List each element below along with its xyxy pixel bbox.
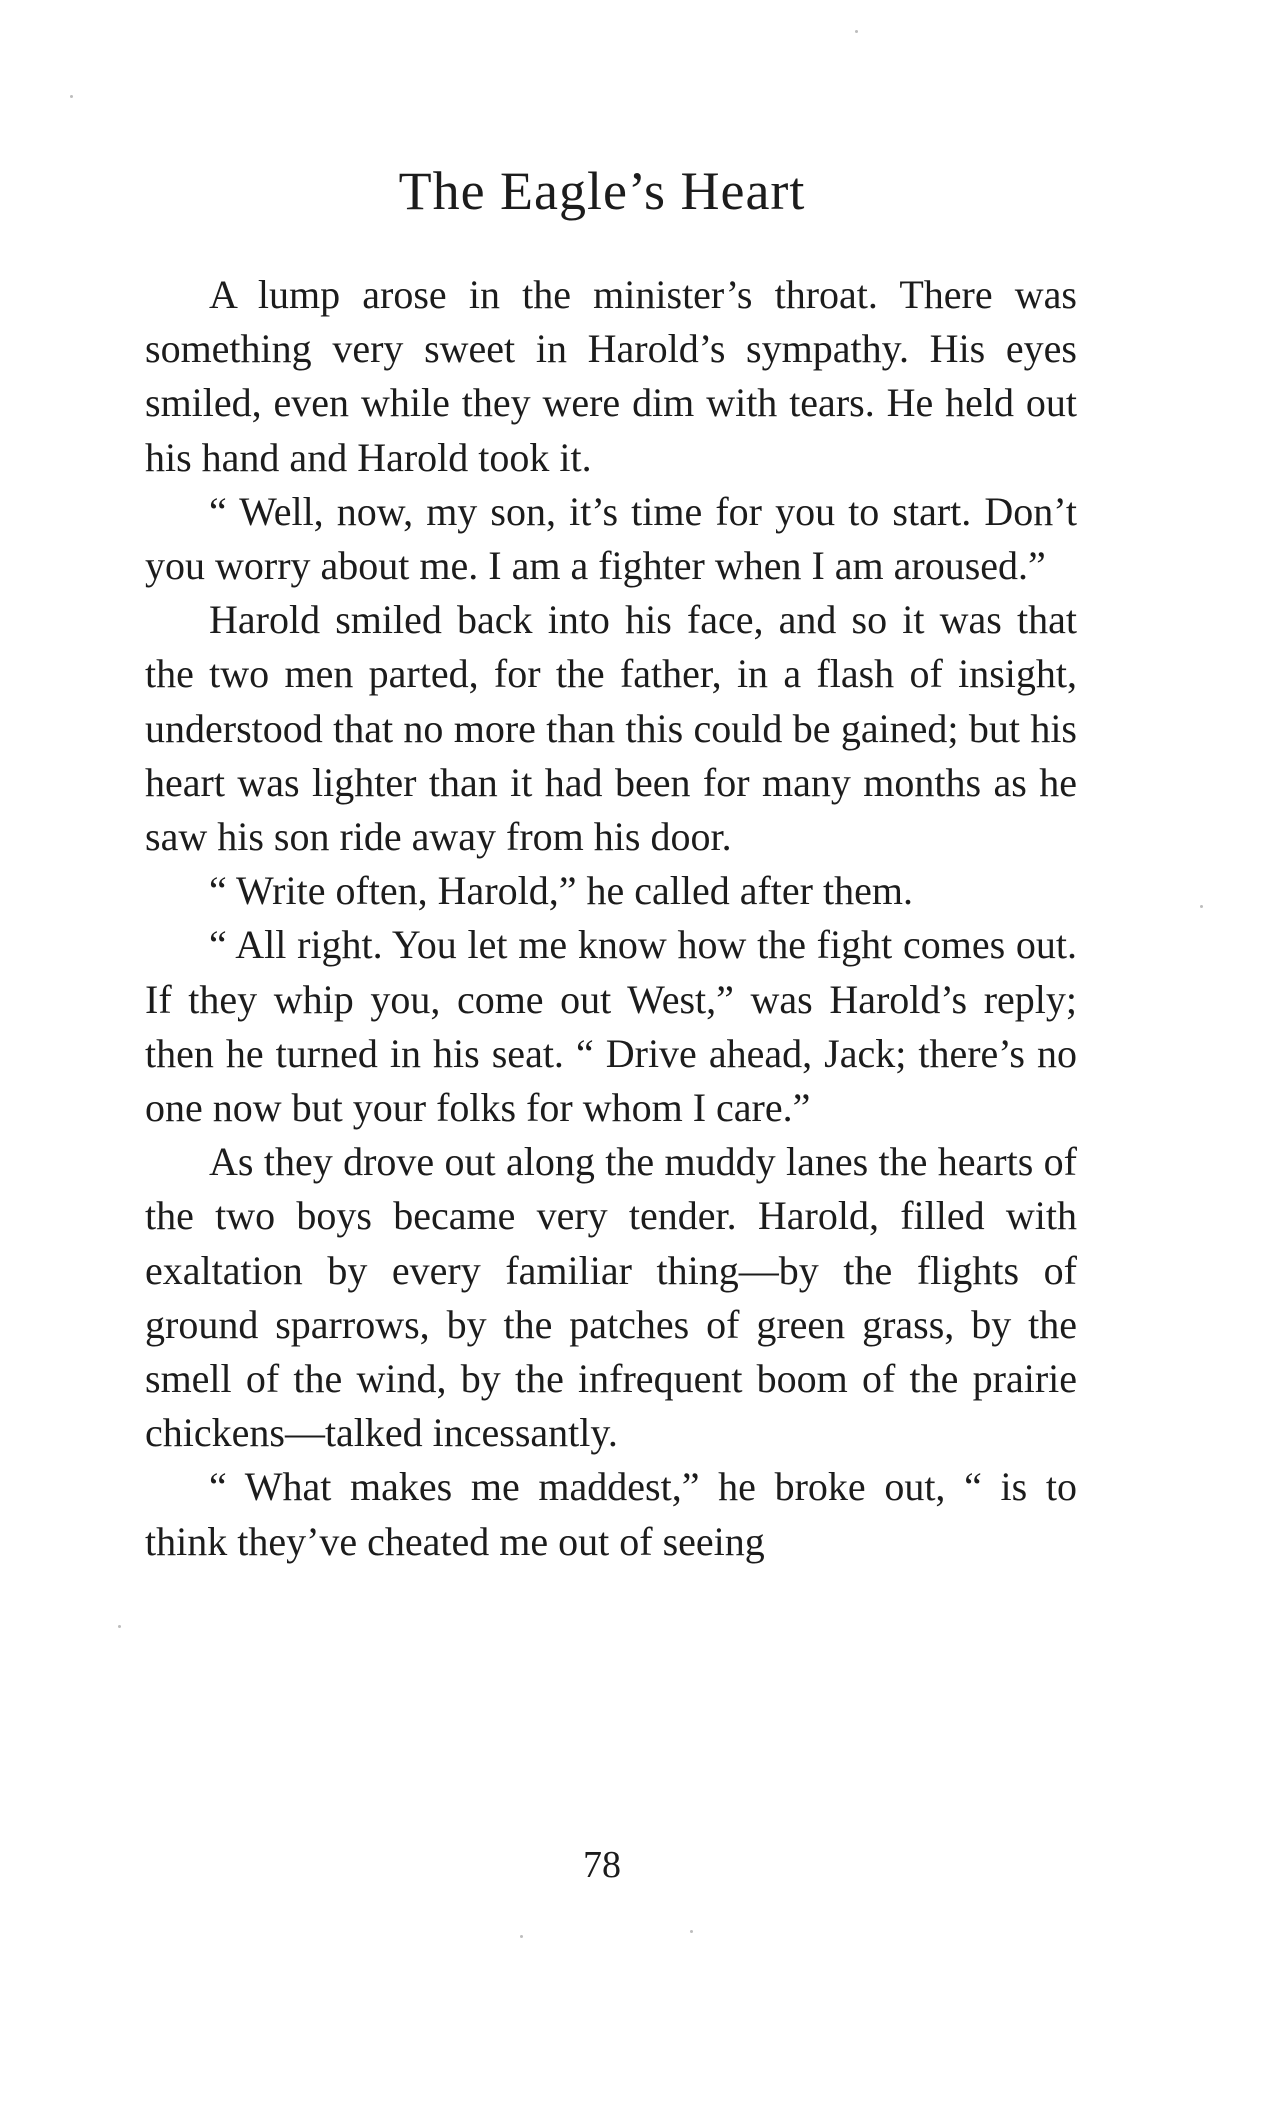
paragraph: “ Write often, Harold,” he called after them.	[209, 868, 913, 914]
running-head: The Eagle’s Heart	[398, 161, 806, 221]
paper-speck	[70, 95, 73, 98]
paper-speck	[690, 1930, 693, 1933]
paragraph: Harold smiled back into his face, and so it was that the two men parted, for the father, in a flash of insight, understood that no more than this could be gained; but his heart was lighter than it had been for many months as he saw his son ride away from his door.	[145, 597, 1077, 860]
paragraph: “ Well, now, my son, it’s time for you to start. Don’t you worry about me. I am a fighter when I am aroused.”	[145, 488, 1077, 589]
paper-speck	[118, 1625, 121, 1628]
paper-speck	[1200, 905, 1203, 908]
paragraph-continued: “ What makes me maddest,” he broke out, “ is to think they’ve cheated me out of seeing	[145, 1464, 1077, 1564]
paper-speck	[520, 1935, 523, 1938]
paper-speck	[855, 30, 858, 33]
paragraph: As they drove out along the muddy lanes the hearts of the two boys became very tender. Harold, filled with exaltation by every familiar thing—by the flights of ground sparrows, by the patches of green grass, by the smell of the wind, by the infrequent boom of the prairie chickens—talked incessantly.	[145, 1139, 1077, 1456]
paragraph: A lump arose in the minister’s throat. There was something very sweet in Harold’s sympathy. His eyes smiled, even while they were dim with tears. He held out his hand and Harold took it.	[145, 272, 1077, 480]
body-text	[145, 268, 1077, 1569]
paragraph: “ All right. You let me know how the fight comes out. If they whip you, come out West,” was Harold’s reply; then he turned in his seat. “ Drive ahead, Jack; there’s no one now but your folks for whom I care.”	[145, 922, 1077, 1131]
page-number: 78	[583, 1844, 621, 1886]
